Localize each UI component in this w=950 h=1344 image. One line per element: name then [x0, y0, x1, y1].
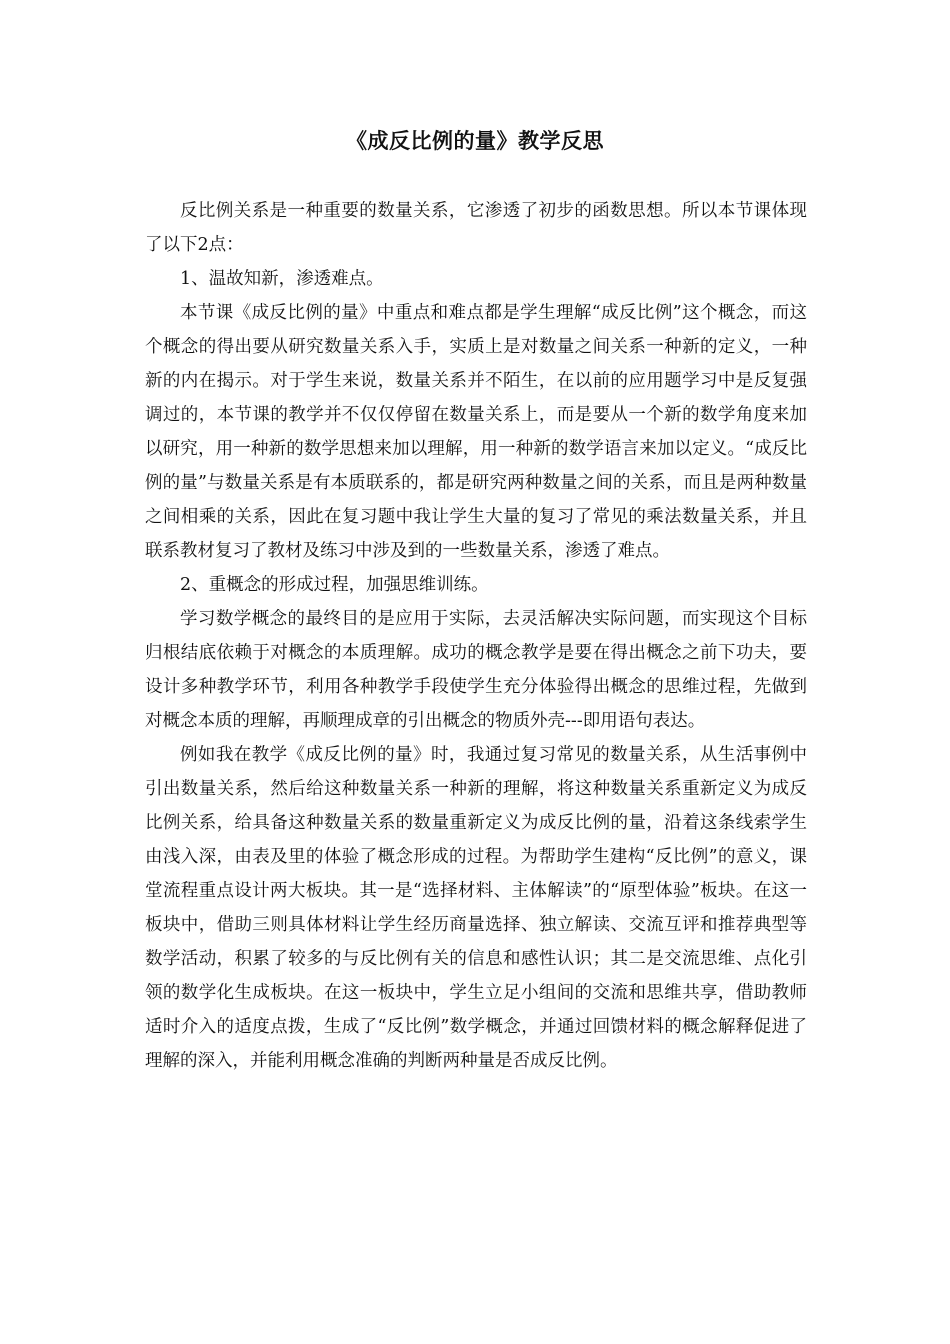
paragraph-example: 例如我在教学《成反比例的量》时，我通过复习常见的数量关系，从生活事例中引出数量关系，然后给这种数量关系一种新的理解，将这种数量关系重新定义为成反比例关系，给具备这种数量关系的数量重新定义为成反比例的量，沿着这条线索学生由浅入深，由表及里的体验了概念形成的过程。为帮助学生建构“反比例”的意义，课堂流程重点设计两大板块。其一是“选择材料、主体解读”的“原型体验”板块。在这一板块中，借助三则具体材料让学生经历商量选择、独立解读、交流互评和推荐典型等数学活动，积累了较多的与反比例有关的信息和感性认识；其二是交流思维、点化引领的数学化生成板块。在这一板块中，学生立足小组间的交流和思维共享，借助教师适时介入的适度点拨，生成了“反比例”数学概念，并通过回馈材料的概念解释促进了理解的深入，并能利用概念准确的判断两种量是否成反比例。: [145, 745, 807, 1071]
document-body: [145, 194, 807, 1078]
paragraph-point-2-body: 学习数学概念的最终目的是应用于实际，去灵活解决实际问题，而实现这个目标归根结底依赖于对概念的本质理解。成功的概念教学是要在得出概念之前下功夫，要设计多种教学环节，利用各种教学手段使学生充分体验得出概念的思维过程，先做到对概念本质的理解，再顺理成章的引出概念的物质外壳---即用语句表达。: [145, 609, 807, 731]
paragraph-intro: 反比例关系是一种重要的数量关系，它渗透了初步的函数思想。所以本节课体现了以下2点：: [145, 201, 807, 255]
paragraph-point-1-heading: 1、温故知新，渗透难点。: [180, 269, 384, 289]
paragraph-point-2-heading: 2、重概念的形成过程，加强思维训练。: [180, 575, 489, 595]
paragraph-point-1-body: 本节课《成反比例的量》中重点和难点都是学生理解“成反比例”这个概念，而这个概念的得出要从研究数量关系入手，实质上是对数量之间关系一种新的定义，一种新的内在揭示。对于学生来说，数量关系并不陌生，在以前的应用题学习中是反复强调过的，本节课的教学并不仅仅停留在数量关系上，而是要从一个新的数学角度来加以研究，用一种新的数学思想来加以理解，用一种新的数学语言来加以定义。“成反比例的量”与数量关系是有本质联系的，都是研究两种数量之间的关系，而且是两种数量之间相乘的关系，因此在复习题中我让学生大量的复习了常见的乘法数量关系，并且联系教材复习了教材及练习中涉及到的一些数量关系，渗透了难点。: [145, 303, 807, 561]
document-title: 《成反比例的量》教学反思: [346, 128, 604, 153]
